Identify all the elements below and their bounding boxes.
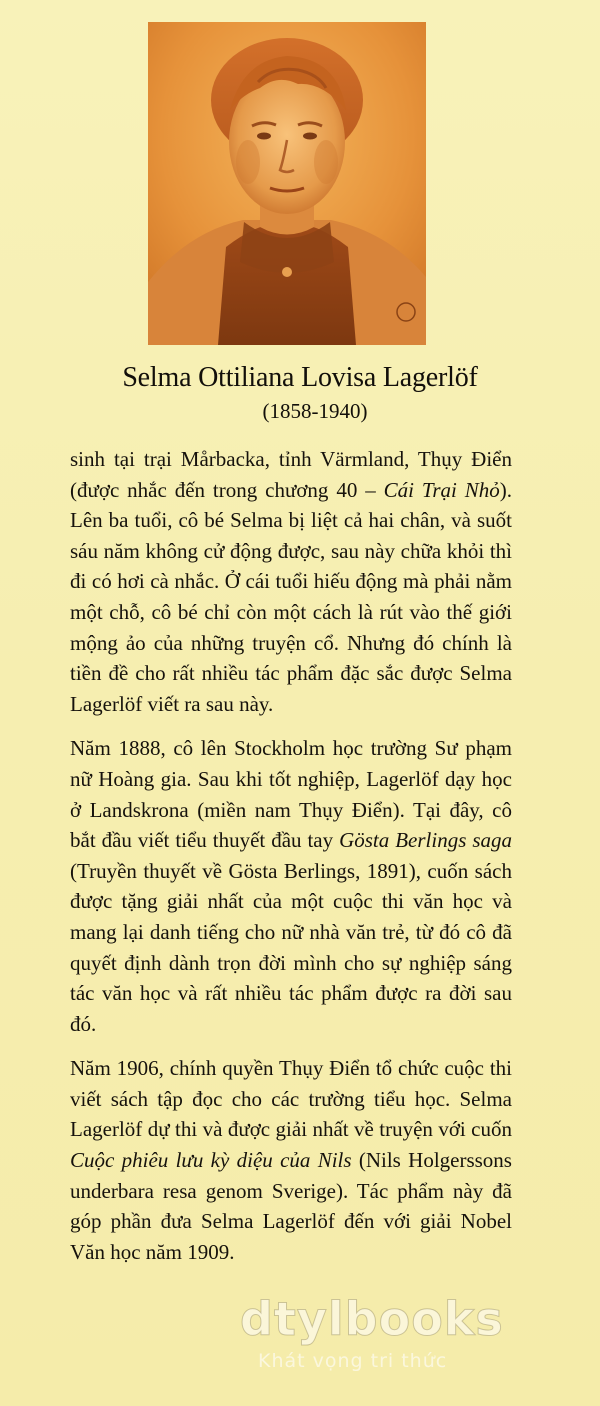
paragraph-3-part-3: (Nils Holgerssons underbara resa genom Sverige). Tác phẩm này đã góp phần đưa Selma Lagerlöf đến với giải Nobel Văn học năm 1909.	[70, 1148, 512, 1264]
paragraph-2-part-3: (Truyền thuyết về Gösta Berlings, 1891), cuốn sách được tặng giải nhất của một cuộc thi văn học và mang lại danh tiếng cho nữ nhà văn trẻ, từ đó cô đã quyết định dành trọn đời mình cho sự nghiệp sáng tác văn học và rất nhiều tác phẩm được ra đời sau đó.	[70, 858, 512, 1036]
paragraph-2-title-italic: Gösta Berlings saga	[339, 828, 513, 853]
watermark-slogan: Khát vọng tri thức	[258, 1350, 448, 1372]
paragraph-1-part-3: ). Lên ba tuổi, cô bé Selma bị liệt cả hai chân, và suốt sáu năm không cử động được, sau này chữa khỏi thì đi có hơi cà nhắc. Ở cái tuổi hiếu động mà phải nằm một chỗ, cô bé chỉ còn một cách là rút vào thế giới mộng ảo của những truyện cổ. Nhưng đó chính là tiền đề cho rất nhiều tác phẩm đặc sắc được Selma Lagerlöf viết ra sau này.	[70, 477, 512, 716]
paragraph-1	[70, 444, 512, 719]
paragraph-3-part-1: Năm 1906, chính quyền Thụy Điển tổ chức cuộc thi viết sách tập đọc cho các trường tiểu học. Selma Lagerlöf dự thi và được giải nhất về truyện với cuốn	[70, 1056, 512, 1142]
paragraph-3	[70, 1053, 512, 1267]
paragraph-2	[70, 733, 512, 1039]
biography-text	[70, 444, 512, 1281]
paragraph-3-title-italic: Cuộc phiêu lưu kỳ diệu của Nils	[70, 1148, 352, 1173]
author-name: Selma Ottiliana Lovisa Lagerlöf	[122, 362, 478, 393]
author-portrait	[148, 22, 426, 345]
author-years: (1858-1940)	[262, 399, 368, 423]
watermark-logo: dtylbooks	[240, 1292, 504, 1346]
portrait-drawing	[148, 22, 426, 345]
paragraph-2-part-1: Năm 1888, cô lên Stockholm học trường Sư phạm nữ Hoàng gia. Sau khi tốt nghiệp, Lagerlöf dạy học ở Landskrona (miền nam Thụy Điển). Tại đây, cô bắt đầu viết tiểu thuyết đầu tay	[70, 736, 512, 853]
paragraph-1-title-italic: Cái Trại Nhỏ	[383, 477, 500, 502]
paragraph-1-part-1: sinh tại trại Mårbacka, tỉnh Värmland, Thụy Điển (được nhắc đến trong chương 40 –	[70, 447, 512, 502]
